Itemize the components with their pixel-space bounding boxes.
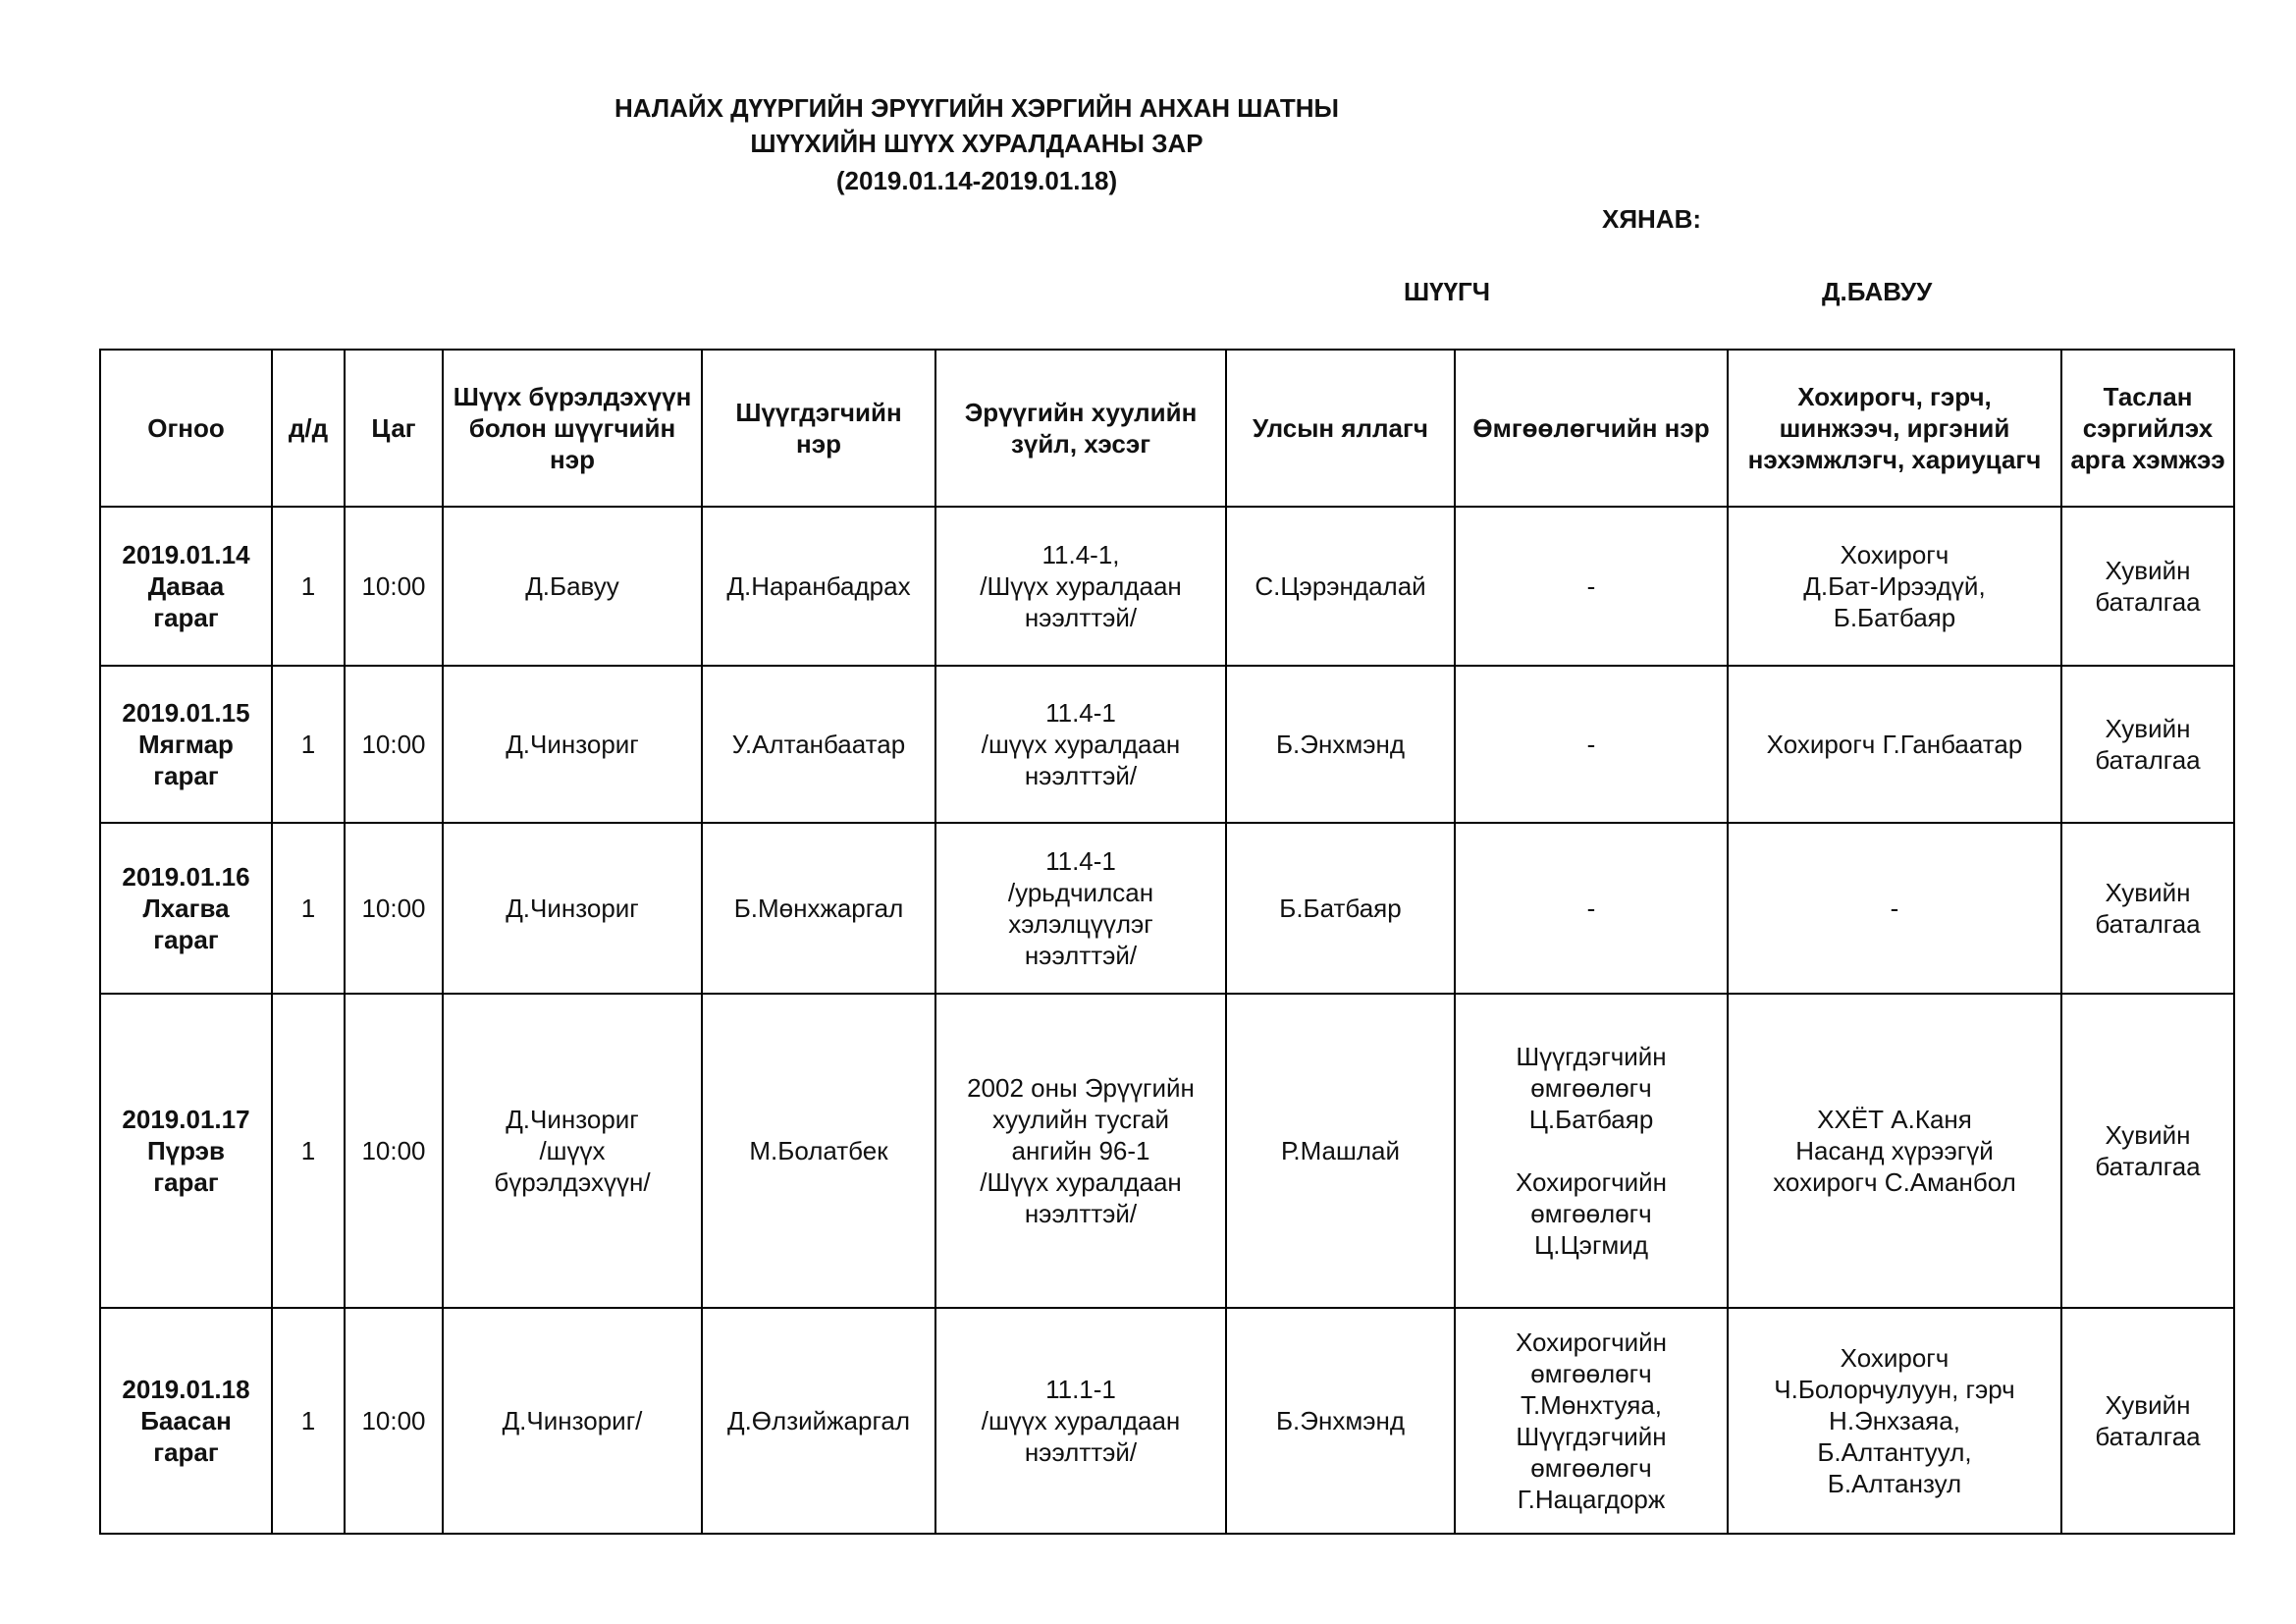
lawyer-cell: -: [1455, 507, 1728, 666]
number-cell: 1: [272, 507, 345, 666]
number-cell: 1: [272, 1308, 345, 1534]
lawyer-cell: -: [1455, 666, 1728, 823]
date-cell: 2019.01.14 Даваа гараг: [100, 507, 272, 666]
article-cell: 11.4-1, /Шүүх хуралдаан нээлттэй/: [935, 507, 1226, 666]
prosecutor-cell: С.Цэрэндалай: [1226, 507, 1455, 666]
column-header-time: Цаг: [345, 350, 443, 507]
column-header-judge: Шүүх бүрэлдэхүүн болон шүүгчийн нэр: [443, 350, 702, 507]
date-cell: 2019.01.15 Мягмар гараг: [100, 666, 272, 823]
victim-cell: ХХЁТ А.Каня Насанд хүрээгүй хохирогч С.Аманбол: [1728, 994, 2061, 1308]
time-cell: 10:00: [345, 666, 443, 823]
column-header-article: Эрүүгийн хуулийн зүйл, хэсэг: [935, 350, 1226, 507]
approval-label: ХЯНАВ:: [1602, 204, 1702, 234]
table-header-row: [100, 350, 2234, 507]
lawyer-cell: Хохирогчийн өмгөөлөгч Т.Мөнхтуяа, Шүүгдэгчийн өмгөөлөгч Г.Нацагдорж: [1455, 1308, 1728, 1534]
measure-cell: Хувийн баталгаа: [2061, 994, 2234, 1308]
column-header-victim: Хохирогч, гэрч, шинжээч, иргэний нэхэмжлэгч, хариуцагч: [1728, 350, 2061, 507]
judge-cell: Д.Бавуу: [443, 507, 702, 666]
column-header-date: Огноо: [100, 350, 272, 507]
prosecutor-cell: Р.Машлай: [1226, 994, 1455, 1308]
article-cell: 11.4-1 /шүүх хуралдаан нээлттэй/: [935, 666, 1226, 823]
lawyer-cell: Шүүгдэгчийн өмгөөлөгч Ц.Батбаяр Хохирогчийн өмгөөлөгч Ц.Цэгмид: [1455, 994, 1728, 1308]
table-row: [100, 507, 2234, 666]
lawyer-cell: -: [1455, 823, 1728, 994]
defendant-cell: Д.Өлзийжаргал: [702, 1308, 935, 1534]
judge-name-label: Д.БАВУУ: [1822, 277, 1933, 306]
prosecutor-cell: Б.Энхмэнд: [1226, 666, 1455, 823]
number-cell: 1: [272, 994, 345, 1308]
measure-cell: Хувийн баталгаа: [2061, 823, 2234, 994]
table-row: [100, 666, 2234, 823]
time-cell: 10:00: [345, 994, 443, 1308]
time-cell: 10:00: [345, 1308, 443, 1534]
time-cell: 10:00: [345, 823, 443, 994]
victim-cell: Хохирогч Ч.Болорчулуун, гэрч Н.Энхзаяа, Б.Алтантуул, Б.Алтанзул: [1728, 1308, 2061, 1534]
victim-cell: Хохирогч Г.Ганбаатар: [1728, 666, 2061, 823]
prosecutor-cell: Б.Энхмэнд: [1226, 1308, 1455, 1534]
time-cell: 10:00: [345, 507, 443, 666]
victim-cell: Хохирогч Д.Бат-Ирээдүй, Б.Батбаяр: [1728, 507, 2061, 666]
table-row: [100, 1308, 2234, 1534]
number-cell: 1: [272, 823, 345, 994]
article-cell: 2002 оны Эрүүгийн хуулийн тусгай ангийн 96-1 /Шүүх хуралдаан нээлттэй/: [935, 994, 1226, 1308]
measure-cell: Хувийн баталгаа: [2061, 666, 2234, 823]
article-cell: 11.4-1 /урьдчилсан хэлэлцүүлэг нээлттэй/: [935, 823, 1226, 994]
measure-cell: Хувийн баталгаа: [2061, 507, 2234, 666]
column-header-defendant: Шүүгдэгчийн нэр: [702, 350, 935, 507]
page-date-range: (2019.01.14-2019.01.18): [835, 166, 1118, 195]
judge-cell: Д.Чинзориг/: [443, 1308, 702, 1534]
judge-cell: Д.Чинзориг: [443, 666, 702, 823]
table-row: [100, 994, 2234, 1308]
judge-cell: Д.Чинзориг /шүүх бүрэлдэхүүн/: [443, 994, 702, 1308]
column-header-lawyer: Өмгөөлөгчийн нэр: [1455, 350, 1728, 507]
measure-cell: Хувийн баталгаа: [2061, 1308, 2234, 1534]
date-cell: 2019.01.18 Баасан гараг: [100, 1308, 272, 1534]
prosecutor-cell: Б.Батбаяр: [1226, 823, 1455, 994]
column-header-number: д/д: [272, 350, 345, 507]
table-row: [100, 823, 2234, 994]
date-cell: 2019.01.16 Лхагва гараг: [100, 823, 272, 994]
defendant-cell: Б.Мөнхжаргал: [702, 823, 935, 994]
judge-cell: Д.Чинзориг: [443, 823, 702, 994]
page-title-line-2: ШҮҮХИЙН ШҮҮХ ХУРАЛДААНЫ ЗАР: [750, 129, 1203, 158]
victim-cell: -: [1728, 823, 2061, 994]
column-header-measure: Таслан сэргийлэх арга хэмжээ: [2061, 350, 2234, 507]
column-header-prosecutor: Улсын яллагч: [1226, 350, 1455, 507]
defendant-cell: У.Алтанбаатар: [702, 666, 935, 823]
hearing-schedule-table: [99, 349, 2235, 1535]
defendant-cell: М.Болатбек: [702, 994, 935, 1308]
number-cell: 1: [272, 666, 345, 823]
judge-role-label: ШҮҮГЧ: [1404, 277, 1491, 306]
page-title-line-1: НАЛАЙХ ДҮҮРГИЙН ЭРҮҮГИЙН ХЭРГИЙН АНХАН ШАТНЫ: [614, 93, 1339, 123]
defendant-cell: Д.Наранбадрах: [702, 507, 935, 666]
date-cell: 2019.01.17 Пүрэв гараг: [100, 994, 272, 1308]
article-cell: 11.1-1 /шүүх хуралдаан нээлттэй/: [935, 1308, 1226, 1534]
